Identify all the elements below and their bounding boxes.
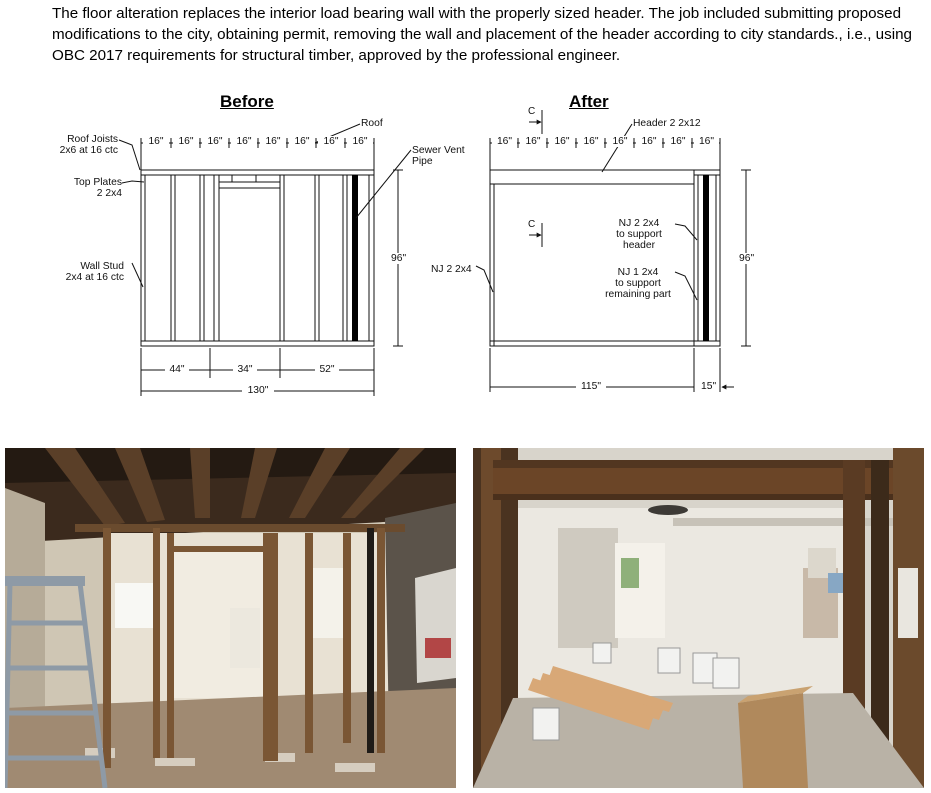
after-header-photo — [473, 448, 924, 788]
after-spacing-7: 16" — [665, 136, 691, 147]
sewer-vent-pipe — [352, 175, 358, 341]
roof-joists-leader — [119, 140, 140, 170]
nj22-label: NJ 2 2x4 to support header — [616, 218, 662, 251]
wall-stud-label: Wall Stud 2x4 at 16 ctc — [65, 261, 124, 283]
after-spacing-1: 16" — [492, 136, 517, 147]
before-spacing-7: 16" — [318, 136, 344, 147]
sewer-vent-leader — [356, 150, 411, 218]
after-spacing-2: 16" — [520, 136, 546, 147]
dim-15-label: 15" — [701, 381, 717, 392]
before-wall-frame — [141, 170, 374, 346]
after-height-label: 96" — [739, 253, 755, 264]
before-spacing-3: 16" — [202, 136, 228, 147]
section-mark-top-label: C — [528, 106, 536, 117]
dim-115-label: 115" — [576, 381, 606, 392]
after-spacing-5: 16" — [607, 136, 633, 147]
before-height-label: 96" — [391, 253, 407, 264]
before-spacing-4: 16" — [231, 136, 257, 147]
nj12-label: NJ 1 2x4 to support remaining part — [605, 267, 671, 300]
dim-34-label: 34" — [233, 364, 257, 375]
after-wall-frame — [490, 170, 720, 346]
dim-52-label: 52" — [315, 364, 339, 375]
after-spacing-4: 16" — [578, 136, 604, 147]
before-spacing-1: 16" — [143, 136, 169, 147]
after-spacing-8: 16" — [694, 136, 719, 147]
after-bottom-dimensions — [490, 348, 734, 392]
top-plates-label: Top Plates 2 2x4 — [73, 177, 122, 199]
before-spacing-8: 16" — [347, 136, 373, 147]
intro-paragraph: The floor alteration replaces the interior load bearing wall with the properly sized header. The job included submitting proposed modifications to the city, obtaining permit, removing the wall and placement of the header according to city standards., i.e., using OBC 2017 requirements for structural timber, approved by the professional engineer. — [52, 5, 912, 64]
roof-joists-label: Roof Joists 2x6 at 16 ctc — [59, 134, 118, 156]
before-spacing-5: 16" — [260, 136, 286, 147]
before-spacing-6: 16" — [289, 136, 315, 147]
roof-label: Roof — [361, 118, 383, 129]
header-label: Header 2 2x12 — [633, 118, 701, 129]
before-title: Before — [220, 92, 274, 111]
section-mark-mid-label: C — [528, 219, 536, 230]
before-spacing-2: 16" — [173, 136, 199, 147]
nj-left-label: NJ 2 2x4 — [431, 264, 472, 275]
dim-130-label: 130" — [242, 385, 274, 396]
after-spacing-6: 16" — [636, 136, 662, 147]
after-title: After — [569, 92, 609, 111]
after-sewer-vent-pipe — [703, 175, 709, 341]
dim-44-label: 44" — [165, 364, 189, 375]
header-leader — [602, 124, 632, 172]
sewer-vent-label: Sewer Vent Pipe — [412, 145, 465, 167]
before-demolition-photo — [5, 448, 456, 788]
after-spacing-3: 16" — [549, 136, 575, 147]
